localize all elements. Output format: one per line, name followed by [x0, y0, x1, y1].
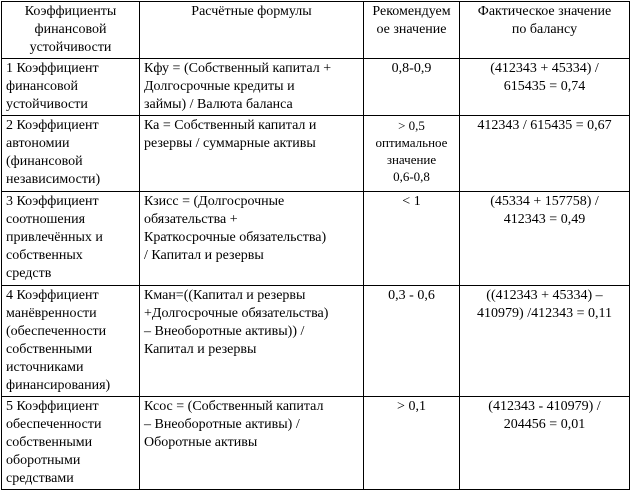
table-row: [2, 116, 630, 192]
header-row: [2, 2, 630, 59]
header-actual: [460, 2, 630, 59]
recommended-value: [364, 397, 460, 490]
actual-line: (45334 + 157758) /: [490, 194, 599, 209]
actual-line: 204456 = 0,01: [503, 417, 586, 432]
formula-line: займы) / Валюта баланса: [144, 97, 293, 112]
formula-line: +Долгосрочные обязательства): [144, 306, 329, 321]
formula: [140, 116, 364, 192]
header-coefficients-line: Коэффициенты: [24, 4, 117, 19]
name-line: источниками: [6, 360, 84, 375]
formula-line: Капитал и резервы: [144, 342, 257, 357]
formula-line: – Внеоборотные активы) /: [144, 417, 300, 432]
coefficient-name: [2, 192, 140, 286]
name-line: собственных: [6, 248, 83, 263]
coefficient-name: [2, 59, 140, 116]
header-coefficients-line: устойчивости: [29, 40, 112, 55]
name-line: 3 Коэффициент: [6, 194, 99, 209]
header-coefficients: [2, 2, 140, 59]
header-actual-line: Фактическое значение: [477, 4, 612, 19]
name-line: обеспеченности: [6, 417, 102, 432]
formula: [140, 286, 364, 397]
name-line: средствами: [6, 471, 74, 486]
formula-line: обязательства +: [144, 212, 238, 227]
formula-line: Кфу = (Собственный капитал +: [144, 61, 332, 76]
header-actual-line: по балансу: [511, 22, 578, 37]
header-formulas-line: Расчётные формулы: [191, 4, 312, 19]
recommended-value: [364, 192, 460, 286]
header-recommended: [364, 2, 460, 59]
actual-value: [460, 192, 630, 286]
name-line: устойчивости: [6, 97, 88, 112]
actual-value: [460, 116, 630, 192]
name-line: (финансовой: [6, 154, 83, 169]
actual-line: ((412343 + 45334) –: [486, 288, 603, 303]
actual-line: 412343 / 615435 = 0,67: [477, 118, 612, 133]
recommended-line: > 0,5: [398, 118, 425, 133]
recommended-line: > 0,1: [397, 399, 426, 414]
formula: [140, 59, 364, 116]
formula-line: Кман=((Капитал и резервы: [144, 288, 306, 303]
actual-value: [460, 59, 630, 116]
formula-line: Кзисс = (Долгосрочные: [144, 194, 285, 209]
coefficient-name: [2, 116, 140, 192]
formula-line: Ка = Собственный капитал и: [144, 118, 317, 133]
actual-line: (412343 + 45334) /: [490, 61, 599, 76]
name-line: соотношения: [6, 212, 86, 227]
recommended-line: 0,3 - 0,6: [388, 288, 435, 303]
recommended-line: значение: [386, 152, 437, 167]
name-line: манёвренности: [6, 306, 97, 321]
actual-line: 410979) /412343 = 0,11: [477, 306, 612, 321]
recommended-line: < 1: [402, 194, 421, 209]
table-row: [2, 286, 630, 397]
recommended-line: оптимальное: [375, 135, 448, 150]
name-line: 4 Коэффициент: [6, 288, 99, 303]
coefficient-name: [2, 286, 140, 397]
table-row: [2, 397, 630, 490]
recommended-value: [364, 286, 460, 397]
formula-line: резервы / суммарные активы: [144, 136, 316, 151]
name-line: собственными: [6, 435, 93, 450]
name-line: 1 Коэффициент: [6, 61, 99, 76]
table-row: [2, 192, 630, 286]
header-recommended-line: ое значение: [376, 22, 447, 37]
header-coefficients-line: финансовой: [34, 22, 107, 37]
recommended-line: 0,6-0,8: [393, 169, 430, 184]
coefficient-name: [2, 397, 140, 490]
name-line: автономии: [6, 136, 70, 151]
formula: [140, 397, 364, 490]
formula-line: – Внеоборотные активы)) /: [144, 324, 305, 339]
name-line: собственными: [6, 342, 93, 357]
name-line: 5 Коэффициент: [6, 399, 99, 414]
table-row: [2, 59, 630, 116]
name-line: финансирования): [6, 378, 111, 393]
financial-stability-table: [1, 1, 630, 490]
name-line: независимости): [6, 172, 101, 187]
actual-line: 412343 = 0,49: [503, 212, 586, 227]
actual-value: [460, 397, 630, 490]
formula-line: / Капитал и резервы: [144, 248, 264, 263]
name-line: финансовой: [6, 79, 78, 94]
formula: [140, 192, 364, 286]
name-line: (обеспеченности: [6, 324, 107, 339]
header-recommended-line: Рекомендуем: [372, 4, 451, 19]
recommended-line: 0,8-0,9: [391, 61, 432, 76]
formula-line: Долгосрочные кредиты и: [144, 79, 295, 94]
actual-value: [460, 286, 630, 397]
name-line: 2 Коэффициент: [6, 118, 99, 133]
recommended-value: [364, 59, 460, 116]
formula-line: Оборотные активы: [144, 435, 258, 450]
name-line: оборотными: [6, 453, 81, 468]
name-line: средств: [6, 266, 52, 281]
recommended-value: [364, 116, 460, 192]
name-line: привлечённых и: [6, 230, 103, 245]
formula-line: Ксос = (Собственный капитал: [144, 399, 324, 414]
formula-line: Краткосрочные обязательства): [144, 230, 327, 245]
actual-line: (412343 - 410979) /: [488, 399, 601, 414]
actual-line: 615435 = 0,74: [503, 79, 586, 94]
header-formulas: [140, 2, 364, 59]
